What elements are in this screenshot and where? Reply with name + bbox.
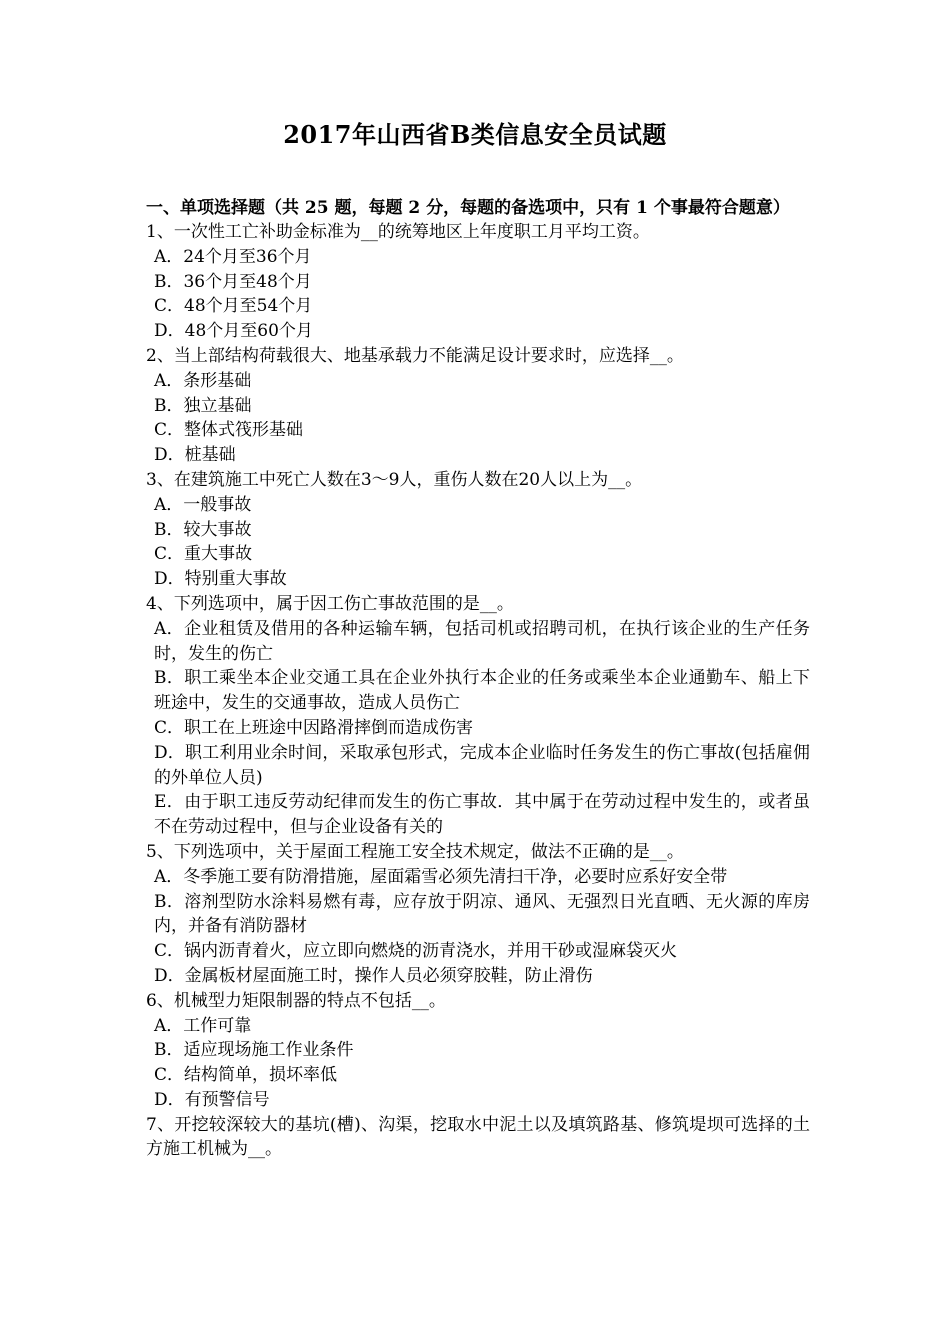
option-d: D．桩基础 (154, 445, 236, 466)
option-b: B．独立基础 (154, 395, 252, 416)
option-a: A．一般事故 (154, 494, 252, 515)
option-c: C．整体式筏形基础 (154, 420, 304, 441)
option-a: A．条形基础 (154, 370, 252, 391)
option-c: C．锅内沥青着火，应立即向燃烧的沥青浇水，并用干砂或湿麻袋灭火 (154, 941, 678, 962)
option-d: D．特别重大事故 (154, 569, 287, 590)
option-a: A．24个月至36个月 (154, 246, 312, 267)
option-b: B．较大事故 (154, 519, 252, 540)
document-body (146, 197, 810, 1162)
option-a: A．工作可靠 (154, 1015, 252, 1036)
section-heading: 一、单项选择题（共 25 题，每题 2 分，每题的备选项中，只有 1 个事最符合题意） (146, 198, 790, 218)
option-b: B．职工乘坐本企业交通工具在企业外执行本企业的任务或乘坐本企业通勤车、船上下班途中，发生的交通事故，造成人员伤亡 (154, 668, 810, 714)
option-a: A．冬季施工要有防滑措施，屋面霜雪必须先清扫干净，必要时应系好安全带 (154, 866, 728, 887)
option-d: D．职工利用业余时间，采取承包形式，完成本企业临时任务发生的伤亡事故(包括雇佣的外单位人员) (154, 742, 810, 788)
question-stem: 1、一次性工亡补助金标准为__的统筹地区上年度职工月平均工资。 (146, 222, 650, 242)
question-7 (146, 1113, 810, 1163)
question-stem: 7、开挖较深较大的基坑(槽)、沟渠，挖取水中泥土以及填筑路基、修筑堤坝可选择的土方施工机械为__。 (146, 1114, 810, 1160)
question-stem: 6、机械型力矩限制器的特点不包括__。 (146, 990, 446, 1011)
option-b: B．溶剂型防水涂料易燃有毒，应存放于阴凉、通风、无强烈日光直晒、无火源的库房内，并备有消防器材 (154, 891, 810, 937)
question-stem: 5、下列选项中，关于屋面工程施工安全技术规定，做法不正确的是__。 (146, 841, 684, 862)
option-c: C．职工在上班途中因路滑摔倒而造成伤害 (154, 717, 474, 738)
option-e: E．由于职工违反劳动纪律而发生的伤亡事故．其中属于在劳动过程中发生的，或者虽不在劳动过程中，但与企业设备有关的 (154, 792, 810, 838)
option-d: D．有预警信号 (154, 1089, 270, 1110)
question-1 (146, 220, 810, 344)
page-title: 2017年山西省B类信息安全员试题 (283, 120, 667, 149)
option-b: B．适应现场施工作业条件 (154, 1040, 354, 1061)
question-stem: 2、当上部结构荷载很大、地基承载力不能满足设计要求时，应选择__。 (146, 345, 684, 366)
option-a: A．企业租赁及借用的各种运输车辆，包括司机或招聘司机，在执行该企业的生产任务时，发生的伤亡 (154, 618, 810, 664)
question-3 (146, 468, 810, 592)
question-2 (146, 344, 810, 468)
option-c: C．重大事故 (154, 544, 253, 565)
question-stem: 3、在建筑施工中死亡人数在3～9人，重伤人数在20人以上为__。 (146, 469, 643, 490)
option-c: C．48个月至54个月 (154, 296, 313, 317)
option-c: C．结构简单，损坏率低 (154, 1065, 338, 1086)
question-4 (146, 592, 810, 840)
question-6 (146, 989, 810, 1113)
option-d: D．48个月至60个月 (154, 321, 313, 342)
question-stem: 4、下列选项中，属于因工伤亡事故范围的是__。 (146, 593, 514, 614)
option-b: B．36个月至48个月 (154, 271, 312, 292)
option-d: D．金属板材屋面施工时，操作人员必须穿胶鞋，防止滑伤 (154, 965, 593, 986)
question-5 (146, 840, 810, 989)
